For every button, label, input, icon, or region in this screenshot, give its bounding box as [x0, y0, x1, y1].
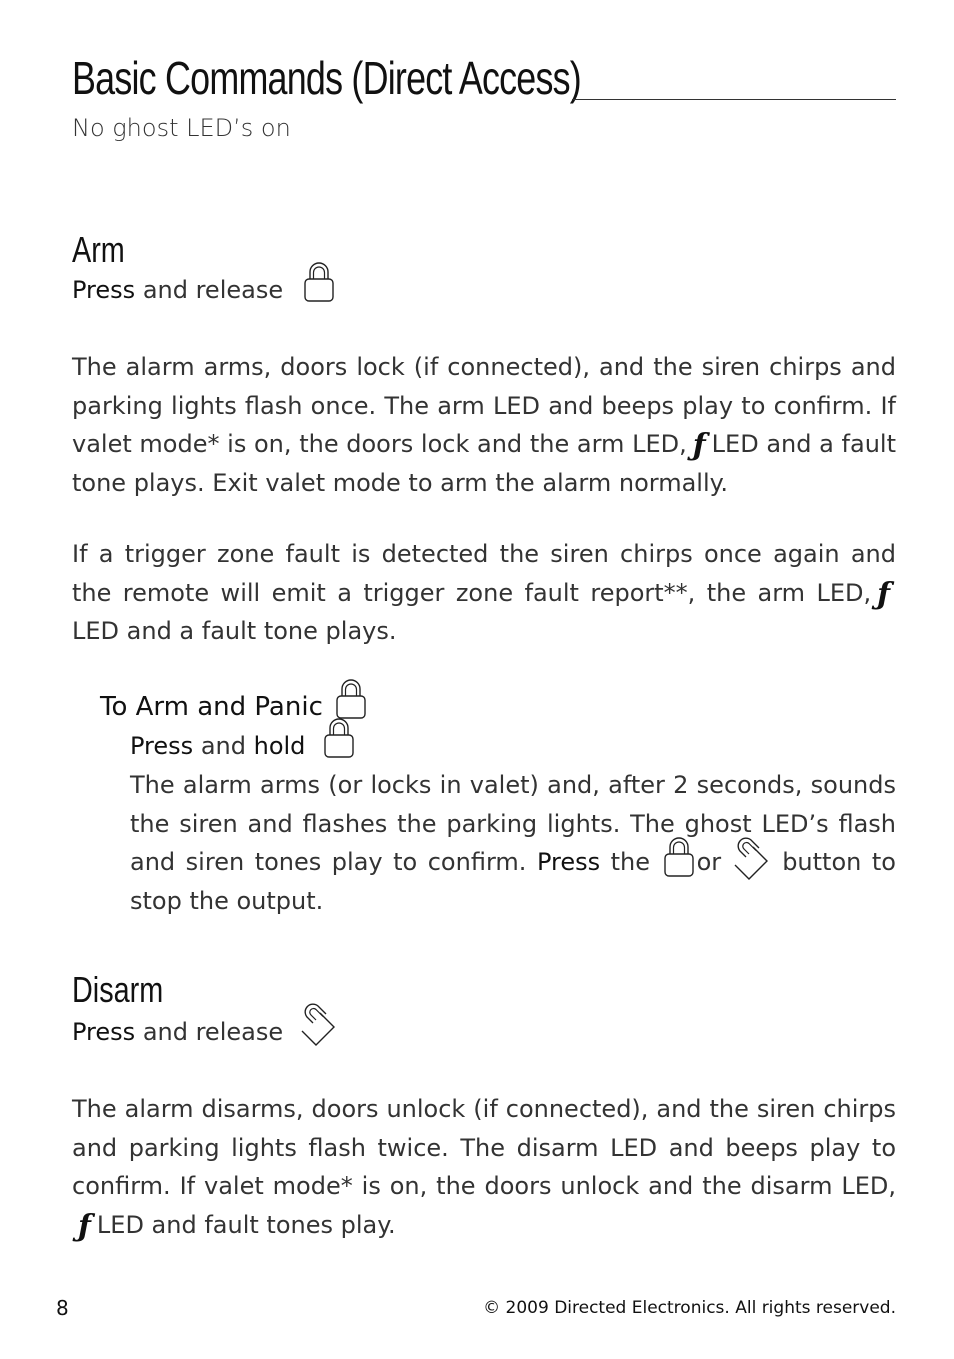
disarm-instruction: [72, 1016, 339, 1049]
arm-fault-description: If a trigger zone fault is detected the siren chirps once again and the remote will emit a trigger zone fault report**, the arm LED, ƒLED and a fault tone plays.: [72, 540, 896, 645]
and-release-text: and release: [142, 1018, 284, 1046]
page-subtitle: No ghost LED’s on: [72, 114, 291, 142]
disarm-description: The alarm disarms, doors unlock (if connected), and the siren chirps and parking lights flash twice. The disarm LED and beeps play to confirm. If valet mode* is on, the doors unlock and the disarm LED, ƒ LED and fault tones play.: [72, 1095, 896, 1244]
copyright-notice: © 2009 Directed Electronics. All rights reserved.: [483, 1298, 896, 1318]
unlock-button-icon: [732, 832, 772, 882]
disarm-heading: Disarm: [72, 969, 164, 1010]
press-keyword: Press: [72, 276, 136, 304]
title-rule: [572, 99, 896, 100]
page-title: Basic Commands (Direct Access): [72, 52, 581, 104]
arm-panic-heading: To Arm and Panic: [100, 691, 369, 723]
page-number: 8: [56, 1296, 69, 1320]
title-row: [72, 52, 896, 104]
lock-button-icon: [661, 834, 697, 880]
and-release-text: and release: [142, 276, 284, 304]
function-f-icon: ƒ: [877, 576, 890, 612]
arm-panic-description: The alarm arms (or locks in valet) and, after 2 seconds, sounds the siren and flashes the parking lights. The ghost LED’s flash and siren tones play to confirm. Press the or button to stop the output.: [130, 771, 896, 915]
lock-button-icon: [301, 259, 337, 305]
arm-heading: Arm: [72, 229, 125, 270]
function-f-icon: ƒ: [78, 1208, 91, 1244]
function-f-icon: ƒ: [692, 428, 706, 463]
arm-panic-instruction: Press and hold: [130, 730, 357, 762]
lock-button-icon: [321, 715, 357, 761]
unlock-button-icon: [299, 993, 339, 1049]
press-keyword: Press: [72, 1018, 136, 1046]
arm-instruction: [72, 274, 337, 306]
arm-description: The alarm arms, doors lock (if connected), and the siren chirps and parking lights flash once. The arm LED and beeps play to confirm. If valet mode* is on, the doors lock and the arm LED, ƒ LED and a fault tone plays. Exit valet mode to arm the alarm normally.: [72, 353, 896, 497]
